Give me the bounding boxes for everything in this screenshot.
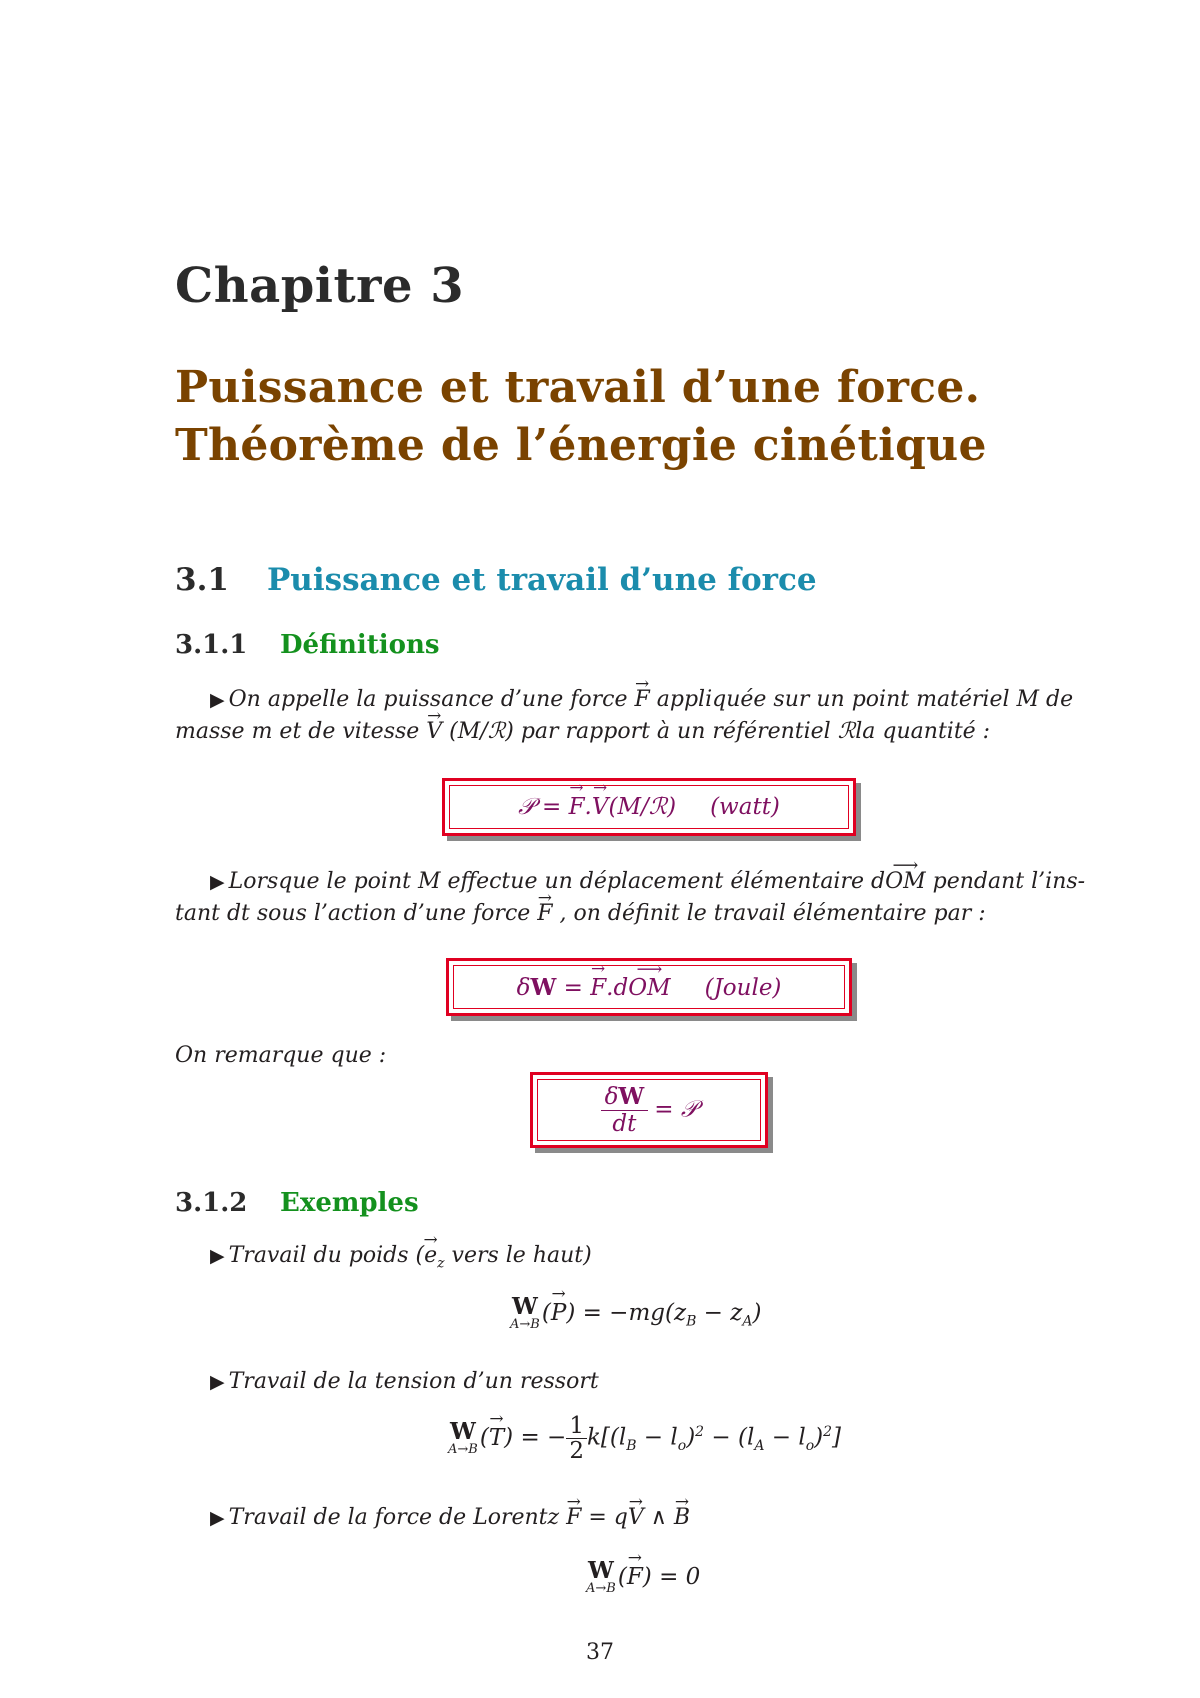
work-symbol	[448, 1417, 478, 1457]
text: .	[584, 794, 592, 820]
fraction-denominator: dt	[612, 1110, 637, 1137]
text: δ	[604, 1083, 619, 1110]
text: W	[618, 1082, 645, 1110]
text: (M/ℛ) par rapport à un référentiel ℛla quantité :	[442, 719, 991, 744]
formula-box-work	[446, 958, 852, 1016]
bullet-icon: ▶	[210, 689, 225, 711]
text: , on définit le travail élémentaire par :	[552, 901, 986, 926]
subscript: B	[686, 1313, 697, 1330]
unit-label: (watt)	[710, 794, 780, 820]
subsection-number: 3.1.1	[175, 630, 248, 660]
text: − (l	[704, 1424, 755, 1451]
equation-spring-work	[448, 1414, 841, 1463]
vector-F: → F	[627, 1564, 643, 1590]
page-number: 37	[586, 1640, 614, 1665]
text: pendant l’ins-	[925, 869, 1086, 894]
work-symbol	[510, 1293, 540, 1332]
subscript: A→B	[510, 1317, 540, 1332]
equation-lorentz-work	[586, 1557, 701, 1596]
bullet-icon: ▶	[210, 1507, 225, 1529]
subscript: o	[805, 1438, 815, 1455]
text: W	[530, 973, 557, 1001]
vector-OM: ⟶ OM	[885, 866, 926, 898]
subscript: A	[742, 1313, 753, 1330]
subscript: o	[677, 1438, 687, 1455]
text: = 𝒫	[654, 1096, 698, 1122]
text: (	[617, 1564, 627, 1590]
subscript: A	[754, 1438, 765, 1455]
example-lorentz-label	[175, 1502, 1125, 1534]
section-number: 3.1	[175, 562, 229, 598]
text: (	[541, 1300, 551, 1326]
vector-OM: ⟶ OM	[628, 975, 670, 1001]
text: )	[814, 1424, 824, 1451]
section-heading	[175, 562, 817, 598]
fraction-numerator	[601, 1084, 649, 1111]
work-symbol	[586, 1557, 616, 1596]
section-title: Puissance et travail d’une force	[267, 562, 817, 598]
vector-F: → F	[566, 1502, 581, 1534]
fraction-numerator: 1	[566, 1414, 587, 1439]
text: δ	[516, 974, 531, 1001]
formula-box-ratio	[530, 1072, 768, 1148]
formula-work	[517, 974, 782, 1001]
text: − z	[696, 1300, 743, 1326]
text: Lorsque le point M effectue un déplacement élémentaire d	[228, 869, 886, 894]
text: W	[450, 1417, 476, 1445]
definition-power-paragraph	[175, 684, 1125, 748]
text: ) = −mg(z	[566, 1300, 687, 1326]
subscript: z	[437, 1255, 445, 1272]
fraction	[566, 1414, 587, 1463]
text: (	[479, 1424, 489, 1451]
text: W	[512, 1293, 538, 1320]
text: − l	[636, 1424, 678, 1451]
vector-F: → F	[635, 684, 650, 716]
definition-work-paragraph	[175, 866, 1125, 930]
text: ]	[832, 1424, 842, 1451]
equation-weight-work	[510, 1293, 762, 1332]
text: appliquée sur un point matériel M de	[649, 687, 1074, 712]
vector-F: → F	[537, 898, 552, 930]
bullet-icon: ▶	[210, 1245, 225, 1267]
text: Travail de la tension d’un ressort	[228, 1369, 599, 1394]
example-spring-label	[175, 1366, 1125, 1398]
text: ) = −	[504, 1424, 567, 1451]
chapter-title-line2: Théorème de l’énergie cinétique	[175, 420, 987, 471]
subsection-title: Définitions	[280, 630, 440, 660]
text: ∧	[643, 1505, 674, 1530]
subscript: A→B	[586, 1581, 616, 1596]
vector-V: → V	[426, 716, 442, 748]
formula-ratio	[601, 1084, 698, 1137]
vector-B: → B	[674, 1502, 690, 1534]
subsection-heading-examples	[175, 1188, 419, 1218]
subscript: A→B	[448, 1441, 478, 1457]
vector-ez: → e	[424, 1240, 437, 1272]
text: tant dt sous l’action d’une force	[175, 901, 538, 926]
text: )	[752, 1300, 762, 1326]
fraction	[601, 1084, 649, 1137]
text: =	[556, 974, 591, 1001]
chapter-label: Chapitre 3	[175, 258, 465, 314]
text: Travail de la force de Lorentz	[228, 1505, 567, 1530]
formula-power	[518, 794, 780, 820]
text: − l	[764, 1424, 806, 1451]
subscript: B	[626, 1438, 637, 1455]
vector-V: → V	[628, 1502, 644, 1534]
text: ) = 0	[642, 1564, 701, 1590]
fraction-denominator: 2	[569, 1438, 584, 1464]
formula-box-power	[442, 778, 856, 836]
chapter-title-line1: Puissance et travail d’une force.	[175, 362, 981, 413]
subsection-number: 3.1.2	[175, 1188, 248, 1218]
text: )	[686, 1424, 696, 1451]
text: .d	[606, 974, 629, 1001]
unit-label: (Joule)	[704, 974, 782, 1001]
subsection-heading-definitions	[175, 630, 440, 660]
vector-F: → F	[590, 975, 606, 1001]
bullet-icon: ▶	[210, 1371, 225, 1393]
vector-P: → P	[551, 1300, 566, 1326]
vector-T: → T	[489, 1425, 504, 1451]
remark-text: On remarque que :	[175, 1043, 387, 1068]
vector-V: → V	[592, 794, 609, 820]
bullet-icon: ▶	[210, 871, 225, 893]
text: vers le haut)	[444, 1243, 592, 1268]
text: On appelle la puissance d’une force	[228, 687, 635, 712]
superscript: 2	[695, 1423, 705, 1440]
vector-F: → F	[569, 794, 585, 820]
text: Travail du poids (	[228, 1243, 425, 1268]
text: (M/ℛ)	[608, 794, 677, 820]
text: W	[588, 1557, 614, 1584]
text: = q	[581, 1505, 628, 1530]
subsection-title: Exemples	[280, 1188, 419, 1218]
text: k[(l	[586, 1424, 627, 1451]
text: masse m et de vitesse	[175, 719, 427, 744]
superscript: 2	[823, 1423, 833, 1440]
text: 𝒫 =	[518, 794, 569, 820]
example-weight-label	[175, 1240, 1125, 1279]
